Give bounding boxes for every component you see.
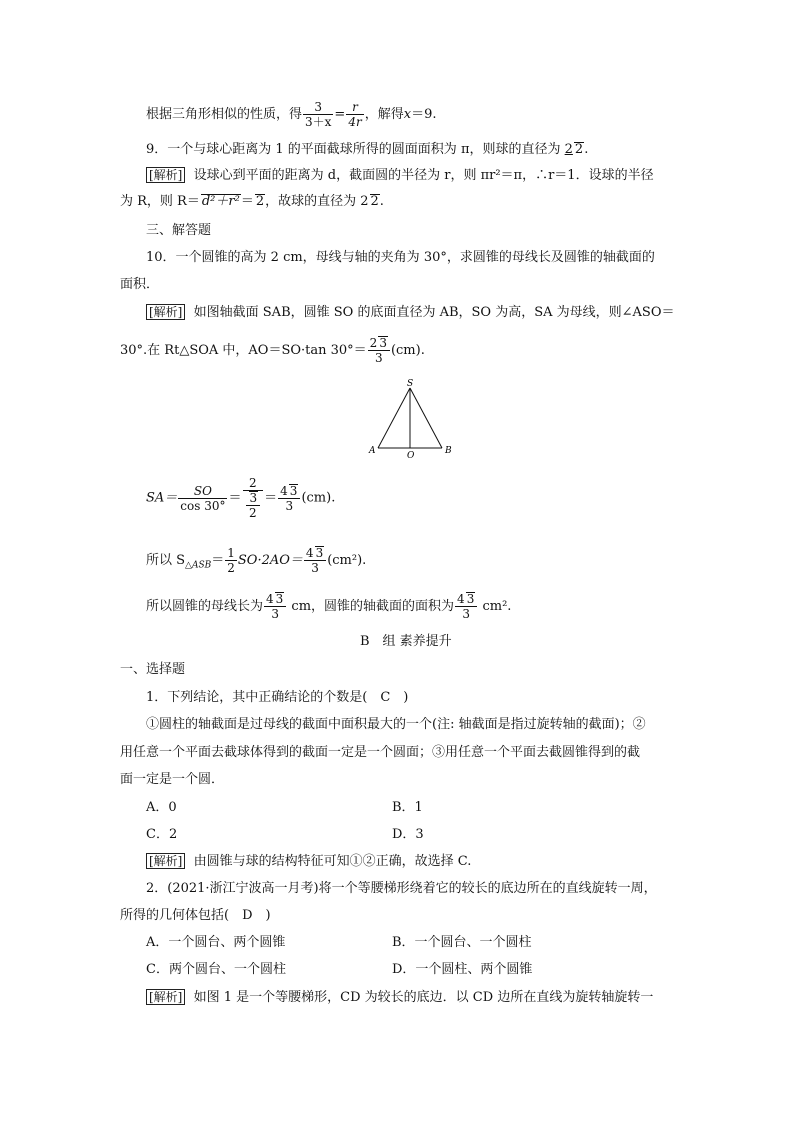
group-b-heading: B 组 素养提升 — [360, 634, 452, 649]
analysis-tag: [解析] — [146, 989, 185, 1005]
question-text: 9．一个与球心距离为 1 的平面截球所得的圆面面积为 π，则球的直径为 — [146, 142, 565, 157]
analysis-10-line2 — [120, 336, 425, 365]
analysis-text: 由圆锥与球的结构特征可知①②正确，故选择 C. — [193, 854, 472, 869]
radical: d²＋r² — [201, 194, 240, 209]
question-2-line2: 所得的几何体包括( D ) — [120, 908, 271, 923]
text: cm². — [478, 599, 512, 614]
option-2C: C．两个圆台、一个圆柱 — [146, 962, 286, 977]
text: SO·2AO＝ — [237, 553, 303, 568]
equals: ＝ — [211, 553, 225, 568]
section-heading-choice: 一、选择题 — [120, 662, 186, 677]
conclusion-line — [146, 592, 511, 621]
analysis-9-line1 — [146, 167, 654, 185]
analysis-text: 如图轴截面 SAB，圆锥 SO 的底面直径为 AB，SO 为高，SA 为母线，则∠ASO＝ — [193, 305, 675, 320]
analysis-text: 如图 1 是一个等腰梯形，CD 为较长的底边．以 CD 边所在直线为旋转轴旋转一 — [193, 990, 654, 1005]
fraction: $\frac{4 3}{3}$ — [455, 592, 477, 621]
question-10-line1: 10．一个圆锥的高为 2 cm，母线与轴的夹角为 30°，求圆锥的母线长及圆锥的轴截面的 — [146, 250, 655, 265]
analysis-9-line2 — [120, 193, 384, 211]
text: 根据三角形相似的性质，得 — [146, 107, 303, 122]
equals: ＝ — [228, 490, 242, 506]
label-O: O — [407, 451, 415, 461]
question-9 — [146, 141, 588, 159]
equals: ＝ — [264, 490, 278, 506]
lhs: SA＝ — [146, 490, 178, 506]
question-1-line2: 用任意一个平面去截球体得到的截面一定是一个圆面；③用任意一个平面去截圆锥得到的截 — [120, 745, 641, 760]
sa-equation — [146, 476, 335, 520]
analysis-tag: [解析] — [146, 167, 185, 183]
punct: . — [584, 142, 589, 157]
subscript: △ASB — [185, 560, 212, 571]
analysis-tag: [解析] — [146, 853, 185, 869]
fraction: $\frac{SO}{\cos 30^\circ}$ — [180, 483, 226, 513]
text: . — [379, 194, 384, 209]
analysis-2 — [146, 989, 653, 1007]
analysis-tag: [解析] — [146, 304, 185, 320]
option-2D: D．一个圆柱、两个圆锥 — [392, 962, 533, 977]
equals: = — [334, 107, 346, 122]
area-equation — [146, 546, 366, 575]
fraction: $\frac{4 3}{3}$ — [278, 484, 300, 513]
similar-triangle-line — [146, 100, 436, 129]
answer: 2 2 — [564, 142, 584, 157]
option-2A: A．一个圆台、两个圆锥 — [146, 935, 286, 950]
label-A: A — [369, 446, 376, 456]
analysis-10-line1 — [146, 304, 675, 322]
question-1-stem: 1．下列结论，其中正确结论的个数是( C ) — [146, 690, 409, 705]
question-10-line2: 面积． — [120, 277, 160, 292]
text: ＝9. — [411, 107, 437, 122]
option-B: B．1 — [392, 800, 423, 815]
question-2-line1: 2．(2021·浙江宁波高一月考)将一个等腰梯形绕着它的较长的底边所在的直线旋转一周， — [146, 881, 657, 896]
text: 为 R，则 R＝ — [120, 194, 200, 209]
section-heading-solve: 三、解答题 — [146, 223, 212, 238]
text: ，故球的直径为 2 — [265, 194, 369, 209]
text: ，解得 — [364, 107, 404, 122]
fraction: $\frac{4 3}{3}$ — [304, 546, 326, 575]
question-1-line1: ①圆柱的轴截面是过母线的截面中面积最大的一个(注: 轴截面是指过旋转轴的截面)；② — [146, 717, 646, 732]
unit: (cm²). — [327, 553, 367, 568]
option-D: D．3 — [392, 827, 424, 842]
radical: 2 — [370, 194, 379, 209]
text: 30°.在 Rt△SOA 中，AO＝SO·tan 30°＝ — [120, 343, 367, 358]
analysis-text: 设球心到平面的距离为 d，截面圆的半径为 r，则 πr²＝π，∴r＝1．设球的半径 — [193, 168, 654, 183]
option-2B: B．一个圆台、一个圆柱 — [392, 935, 532, 950]
complex-fraction: $\frac{2}{\frac{3}{2}}$ — [243, 476, 264, 520]
option-A: A．0 — [146, 800, 177, 815]
cone-axial-section-figure — [362, 378, 472, 463]
label-S: S — [407, 379, 414, 389]
variable: x — [403, 107, 412, 122]
fraction: $\frac{r}{4r}$ — [348, 100, 362, 129]
question-1-line3: 面一定是一个圆． — [120, 772, 225, 787]
unit: (cm). — [390, 343, 425, 358]
text: cm，圆锥的轴截面的面积为 — [287, 599, 455, 614]
radical: 2 — [255, 194, 265, 209]
unit: (cm). — [301, 490, 336, 506]
label-B: B — [445, 446, 452, 456]
text: ＝ — [240, 194, 254, 209]
text: 所以圆锥的母线长为 — [146, 599, 264, 614]
fraction-half: $\frac{1}{2}$ — [227, 546, 235, 575]
text: 所以 S — [146, 553, 186, 568]
edge-SA — [378, 388, 410, 448]
fraction: $\frac{3}{3+x}$ — [305, 100, 332, 129]
fraction: $\frac{4 3}{3}$ — [264, 592, 286, 621]
analysis-1 — [146, 853, 471, 871]
fraction: $\frac{2 3}{3}$ — [368, 336, 390, 365]
option-C: C．2 — [146, 827, 178, 842]
edge-SB — [410, 388, 442, 448]
